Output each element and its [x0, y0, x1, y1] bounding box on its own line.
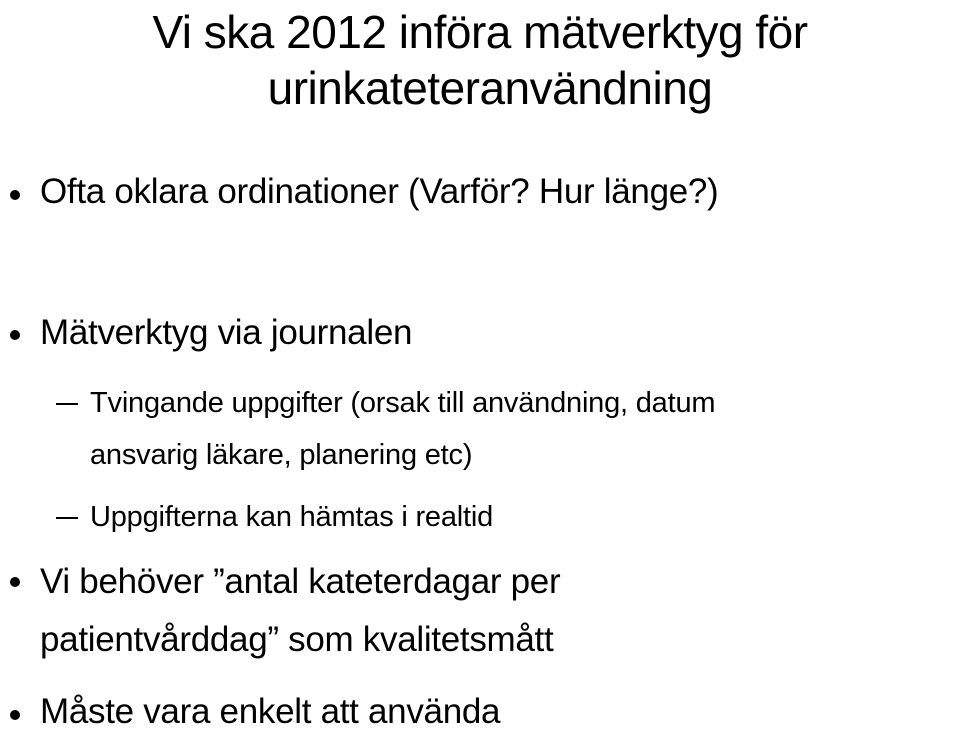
- bullet-dot-icon: [10, 330, 20, 340]
- sub-bullet-text: Tvingande uppgifter (orsak till användning, datum: [90, 387, 716, 419]
- bullet-text: Mätverktyg via journalen: [40, 313, 413, 352]
- bullet-dot-icon: [10, 710, 20, 720]
- sub-bullet-text-continued: ansvarig läkare, planering etc): [90, 439, 473, 471]
- bullet-text: Ofta oklara ordinationer (Varför? Hur länge?): [40, 172, 719, 211]
- sub-bullet-text: Uppgifterna kan hämtas i realtid: [90, 501, 494, 533]
- dash-icon: [56, 403, 78, 405]
- slide-title: [0, 4, 960, 116]
- dash-icon: [56, 517, 78, 519]
- slide-title-line1: Vi ska 2012 införa mätverktyg för: [152, 6, 808, 58]
- slide-title-line2: urinkateteranvändning: [267, 62, 713, 114]
- bullet-text: Vi behöver ”antal kateterdagar per: [40, 562, 561, 601]
- bullet-text: Måste vara enkelt att använda: [40, 692, 501, 729]
- bullet-text-continued: patientvårddag” som kvalitetsmått: [40, 620, 554, 659]
- bullet-dot-icon: [10, 190, 20, 200]
- bullet-dot-icon: [10, 577, 20, 587]
